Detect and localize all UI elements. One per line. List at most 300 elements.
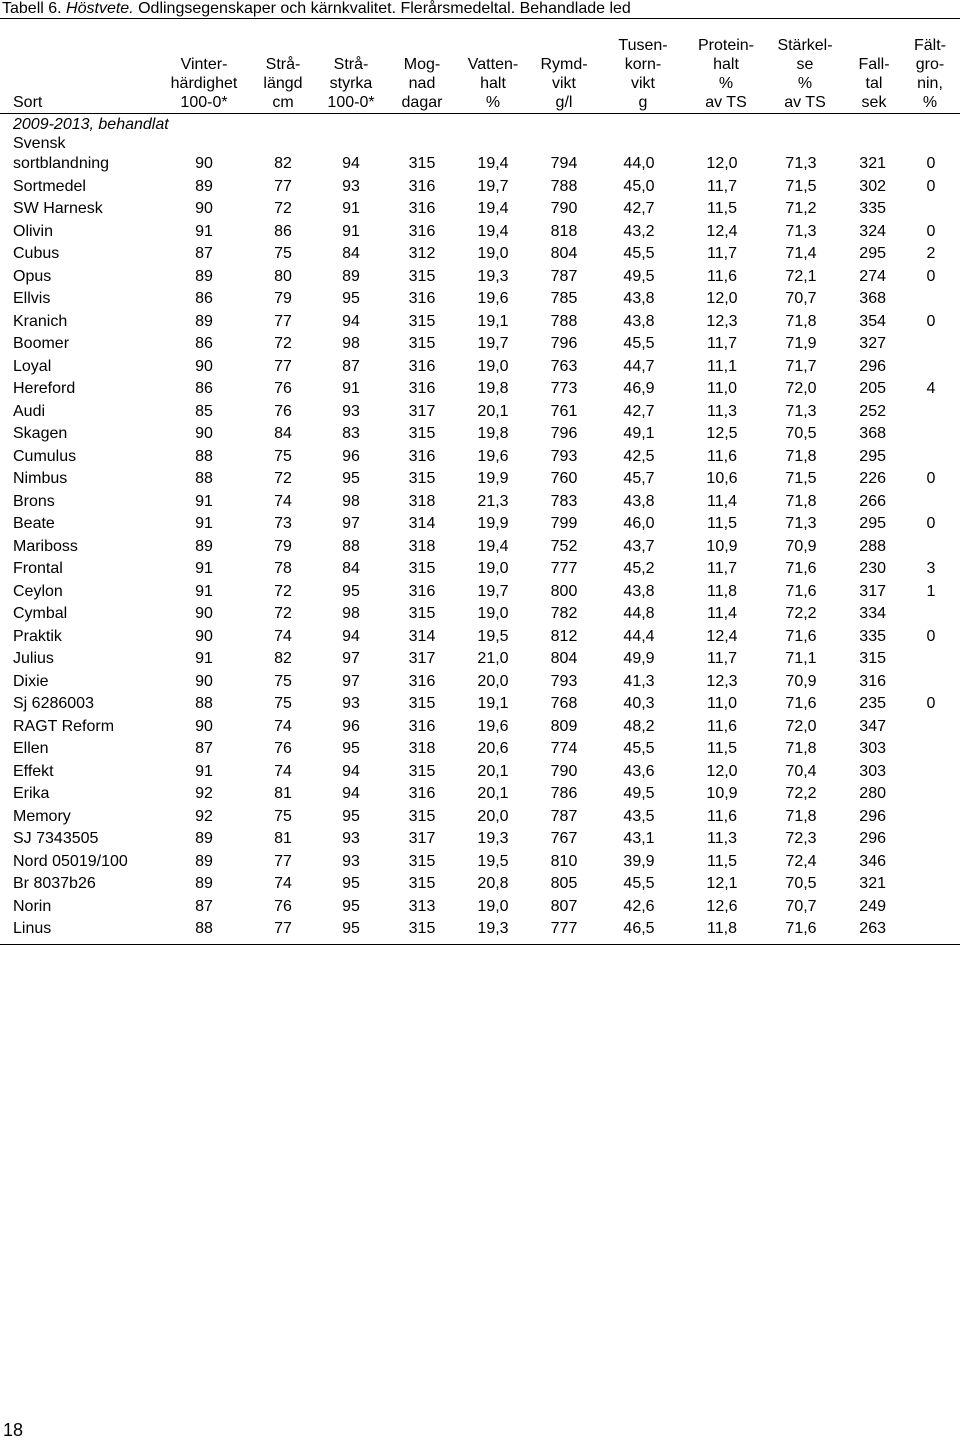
sort-name (13, 671, 49, 694)
sort-name-line: Audi (13, 402, 46, 420)
header-line: % (718, 75, 734, 92)
cell-value: 77 (274, 357, 292, 375)
header-faltgronin (870, 36, 960, 112)
cell-value: 96 (342, 717, 360, 735)
cell-value: 76 (274, 740, 292, 757)
header-line: Sort (13, 94, 43, 111)
cell-value: 288 (859, 537, 886, 555)
table-row (0, 243, 960, 266)
cell-value: 93 (342, 852, 360, 870)
cell-value: 266 (859, 492, 886, 510)
cell-value: 11,7 (707, 650, 737, 667)
cell-value: 230 (859, 560, 886, 577)
header-line: Tusen- (618, 37, 668, 54)
cell-value: 205 (859, 380, 886, 397)
cell-value: 43,2 (623, 222, 655, 240)
cell-value: 91 (195, 222, 213, 240)
cell-value: 19,8 (477, 380, 509, 397)
header-line: halt (713, 56, 739, 73)
cell-value: 94 (342, 762, 360, 780)
cell-value: 43,8 (623, 312, 655, 330)
cell-value: 303 (859, 740, 886, 757)
cell-value: 89 (195, 537, 213, 555)
sort-name-line: Ellvis (13, 290, 51, 307)
cell-value: 249 (859, 897, 886, 915)
cell-value: 11,0 (707, 380, 737, 397)
cell-value: 296 (859, 830, 886, 847)
cell-value: 43,1 (623, 830, 655, 847)
cell-value: 805 (550, 875, 578, 892)
sort-name-line: Praktik (13, 627, 62, 645)
cell-value: 71,3 (785, 155, 817, 172)
header-line: nin, (917, 75, 943, 92)
cell-value: 347 (859, 717, 886, 735)
cell-value: 19,6 (477, 447, 509, 465)
cell-value: 19,7 (477, 582, 509, 600)
header-line: Strå- (333, 56, 369, 73)
table-row (0, 581, 960, 604)
cell-value: 226 (859, 470, 886, 487)
cell-value: 90 (195, 672, 213, 690)
header-line: Mog- (403, 56, 441, 73)
cell-value: 790 (550, 200, 578, 217)
cell-value: 318 (408, 740, 436, 757)
cell-value: 75 (274, 672, 292, 690)
cell-value: 773 (550, 380, 578, 397)
cell-value: 90 (195, 627, 213, 645)
cell-value: 71,8 (785, 447, 817, 465)
cell-value: 71,8 (785, 492, 817, 510)
page-number: 18 (3, 1420, 24, 1440)
cell-value: 91 (195, 515, 213, 532)
cell-value: 43,7 (623, 537, 655, 555)
cell-value: 42,7 (623, 200, 655, 217)
cell-value: 46,5 (623, 920, 655, 937)
cell-value: 11,6 (707, 807, 737, 825)
sort-name (13, 243, 59, 266)
cell-value: 0 (926, 312, 936, 330)
cell-value: 71,3 (785, 222, 817, 240)
cell-value: 45,2 (623, 560, 655, 577)
caption-rest: Odlingsegenskaper och kärnkvalitet. Flerårsmedeltal. Behandlade led (138, 0, 631, 17)
cell-value: 11,7 (707, 560, 737, 577)
cell-value: 317 (408, 830, 436, 847)
cell-value: 94 (342, 785, 360, 802)
sort-name-line: Dixie (13, 672, 49, 690)
sort-name-line: Brons (13, 492, 55, 510)
cell-value: 19,0 (477, 245, 509, 262)
sort-name-line: Sortmedel (13, 177, 86, 195)
header-line: styrka (329, 75, 373, 92)
cell-value: 19,4 (477, 537, 509, 555)
sort-name (13, 423, 67, 446)
header-line: av TS (784, 94, 826, 111)
sort-name-line: Ellen (13, 740, 49, 757)
cell-value: 88 (342, 537, 360, 555)
cell-value: 316 (408, 672, 436, 690)
cell-value: 74 (274, 717, 292, 735)
cell-value: 88 (195, 920, 213, 937)
header-line: halt (480, 75, 506, 92)
cell-value: 71,8 (785, 807, 817, 825)
cell-value: 316 (408, 200, 436, 217)
cell-value: 0 (926, 155, 936, 172)
cell-value: 235 (859, 695, 886, 712)
header-line: härdighet (170, 75, 238, 92)
header-line: av TS (705, 94, 747, 111)
cell-value: 98 (342, 605, 360, 622)
cell-value: 70,5 (785, 425, 817, 442)
header-rule (0, 113, 960, 114)
cell-value: 87 (195, 245, 213, 262)
cell-value: 91 (342, 222, 360, 240)
sort-name (13, 356, 51, 379)
cell-value: 296 (859, 357, 886, 375)
header-line: % (922, 94, 938, 111)
cell-value: 760 (550, 470, 578, 487)
cell-value: 4 (926, 380, 936, 397)
cell-value: 71,6 (785, 920, 817, 937)
table-row (0, 491, 960, 514)
header-line: vikt (552, 75, 576, 92)
sort-name (13, 401, 45, 424)
table-row (0, 693, 960, 716)
cell-value: 263 (859, 920, 886, 937)
sort-name (13, 581, 63, 604)
cell-value: 0 (926, 177, 936, 195)
cell-value: 788 (550, 312, 578, 330)
sort-name-line: Br 8037b26 (13, 875, 96, 892)
cell-value: 19,1 (477, 695, 509, 712)
cell-value: 316 (408, 380, 436, 397)
cell-value: 72 (274, 200, 292, 217)
sort-name (13, 873, 96, 896)
cell-value: 354 (859, 312, 886, 330)
cell-value: 335 (859, 627, 886, 645)
cell-value: 44,4 (623, 627, 655, 645)
cell-value: 72 (274, 335, 292, 352)
cell-value: 89 (195, 830, 213, 847)
header-line: dagar (401, 94, 443, 111)
cell-value: 71,1 (785, 650, 817, 667)
cell-value: 91 (342, 380, 360, 397)
cell-value: 70,9 (785, 537, 817, 555)
cell-value: 19,1 (477, 312, 509, 330)
cell-value: 19,5 (477, 627, 509, 645)
cell-value: 86 (274, 222, 292, 240)
table-row (0, 851, 960, 874)
sort-name-line: sortblandning (13, 155, 110, 172)
cell-value: 49,9 (623, 650, 655, 667)
sort-name (13, 221, 53, 244)
cell-value: 86 (195, 290, 213, 307)
table-row (0, 558, 960, 581)
cell-value: 796 (550, 425, 578, 442)
cell-value: 76 (274, 380, 292, 397)
cell-value: 11,3 (707, 402, 737, 420)
cell-value: 777 (550, 920, 578, 937)
cell-value: 787 (550, 807, 578, 825)
cell-value: 804 (550, 650, 578, 667)
table-row (0, 513, 960, 536)
cell-value: 95 (342, 740, 360, 757)
cell-value: 90 (195, 717, 213, 735)
cell-value: 785 (550, 290, 578, 307)
cell-value: 74 (274, 762, 292, 780)
cell-value: 80 (274, 267, 292, 285)
cell-value: 89 (195, 875, 213, 892)
cell-value: 72,2 (785, 605, 817, 622)
sort-name-line: Cymbal (13, 605, 68, 622)
cell-value: 11,6 (707, 447, 737, 465)
sort-name-line: SJ 7343505 (13, 830, 99, 847)
cell-value: 86 (195, 335, 213, 352)
table-row (0, 783, 960, 806)
cell-value: 88 (195, 447, 213, 465)
cell-value: 90 (195, 357, 213, 375)
cell-value: 818 (550, 222, 578, 240)
sort-name-line: Svensk (13, 135, 66, 152)
sort-name-line: Nord 05019/100 (13, 852, 128, 870)
sort-name-line: Boomer (13, 335, 70, 352)
cell-value: 95 (342, 807, 360, 825)
cell-value: 783 (550, 492, 578, 510)
cell-value: 90 (195, 605, 213, 622)
header-line: gro- (915, 56, 945, 73)
cell-value: 81 (274, 785, 292, 802)
cell-value: 346 (859, 852, 886, 870)
sort-name (13, 918, 51, 941)
cell-value: 12,4 (706, 627, 738, 645)
header-line: 100-0* (180, 94, 228, 111)
cell-value: 91 (195, 582, 213, 600)
cell-value: 21,0 (477, 650, 509, 667)
cell-value: 44,8 (623, 605, 655, 622)
caption-prefix: Tabell 6. (2, 0, 62, 17)
cell-value: 19,0 (477, 560, 509, 577)
cell-value: 46,9 (623, 380, 655, 397)
cell-value: 71,5 (785, 470, 817, 487)
cell-value: 70,7 (785, 290, 817, 307)
cell-value: 794 (550, 155, 578, 172)
header-line: g/l (555, 94, 573, 111)
caption-crop: Höstvete. (66, 0, 134, 17)
cell-value: 11,7 (707, 245, 737, 262)
cell-value: 315 (408, 695, 436, 712)
cell-value: 73 (274, 515, 292, 532)
cell-value: 71,6 (785, 627, 817, 645)
header-line: sek (861, 94, 887, 111)
cell-value: 81 (274, 830, 292, 847)
sort-name (13, 783, 49, 806)
cell-value: 19,3 (477, 267, 509, 285)
cell-value: 87 (342, 357, 360, 375)
table-row (0, 536, 960, 559)
cell-value: 0 (926, 222, 936, 240)
cell-value: 787 (550, 267, 578, 285)
cell-value: 368 (859, 290, 886, 307)
cell-value: 318 (408, 537, 436, 555)
cell-value: 20,0 (477, 807, 509, 825)
sort-name-line: Beate (13, 515, 55, 532)
cell-value: 782 (550, 605, 578, 622)
sort-name (13, 806, 71, 829)
bottom-rule (0, 944, 960, 945)
cell-value: 71,6 (785, 560, 817, 577)
cell-value: 93 (342, 177, 360, 195)
cell-value: 12,3 (706, 312, 738, 330)
cell-value: 313 (408, 897, 436, 915)
cell-value: 315 (408, 560, 436, 577)
sort-name-line: Nimbus (13, 470, 68, 487)
cell-value: 812 (550, 627, 578, 645)
cell-value: 752 (550, 537, 578, 555)
cell-value: 315 (408, 920, 436, 937)
header-sort (13, 93, 42, 112)
cell-value: 316 (408, 222, 436, 240)
cell-value: 19,7 (477, 177, 509, 195)
cell-value: 12,3 (706, 672, 738, 690)
cell-value: 19,3 (477, 830, 509, 847)
sort-name-line: Hereford (13, 380, 76, 397)
cell-value: 11,4 (707, 605, 737, 622)
cell-value: 302 (859, 177, 886, 195)
cell-value: 315 (408, 155, 436, 172)
header-line: vikt (631, 75, 655, 92)
cell-value: 79 (274, 290, 292, 307)
sort-name-line: Cumulus (13, 447, 77, 465)
cell-value: 76 (274, 402, 292, 420)
sort-name (13, 198, 103, 221)
sort-name-line: Sj 6286003 (13, 695, 94, 712)
cell-value: 317 (408, 650, 436, 667)
top-rule (0, 18, 960, 19)
cell-value: 77 (274, 177, 292, 195)
header-line: korn- (624, 56, 662, 73)
cell-value: 316 (408, 785, 436, 802)
cell-value: 94 (342, 627, 360, 645)
cell-value: 48,2 (623, 717, 655, 735)
cell-value: 82 (274, 155, 292, 172)
cell-value: 83 (342, 425, 360, 442)
cell-value: 796 (550, 335, 578, 352)
sort-name (13, 896, 51, 919)
cell-value: 767 (550, 830, 578, 847)
cell-value: 790 (550, 762, 578, 780)
cell-value: 71,8 (785, 312, 817, 330)
cell-value: 12,0 (706, 762, 738, 780)
table-row (0, 468, 960, 491)
cell-value: 810 (550, 852, 578, 870)
cell-value: 11,8 (707, 582, 737, 600)
cell-value: 95 (342, 897, 360, 915)
cell-value: 11,1 (707, 357, 737, 375)
cell-value: 317 (859, 582, 886, 600)
table-row (0, 378, 960, 401)
cell-value: 316 (859, 672, 886, 690)
cell-value: 82 (274, 650, 292, 667)
cell-value: 315 (408, 875, 436, 892)
header-line: Vatten- (467, 56, 519, 73)
cell-value: 75 (274, 695, 292, 712)
cell-value: 75 (274, 807, 292, 825)
sort-name (13, 446, 76, 469)
cell-value: 316 (408, 717, 436, 735)
cell-value: 89 (195, 852, 213, 870)
cell-value: 315 (408, 335, 436, 352)
cell-value: 10,9 (706, 537, 738, 555)
table-row (0, 266, 960, 289)
cell-value: 19,3 (477, 920, 509, 937)
cell-value: 315 (408, 267, 436, 285)
cell-value: 72,4 (785, 852, 817, 870)
cell-value: 42,7 (623, 402, 655, 420)
cell-value: 11,0 (707, 695, 737, 712)
table-row (0, 626, 960, 649)
sort-name (13, 626, 62, 649)
cell-value: 92 (195, 807, 213, 825)
table-row (0, 761, 960, 784)
sort-name (13, 513, 55, 536)
sort-name-line: RAGT Reform (13, 717, 115, 735)
table-row (0, 918, 960, 941)
cell-value: 316 (408, 582, 436, 600)
cell-value: 763 (550, 357, 578, 375)
cell-value: 335 (859, 200, 886, 217)
cell-value: 87 (195, 740, 213, 757)
table-row (0, 603, 960, 626)
cell-value: 70,7 (785, 897, 817, 915)
cell-value: 315 (408, 852, 436, 870)
cell-value: 316 (408, 290, 436, 307)
sort-name (13, 468, 67, 491)
cell-value: 12,0 (706, 155, 738, 172)
cell-value: 10,6 (706, 470, 738, 487)
sort-name-line: Memory (13, 807, 71, 825)
cell-value: 86 (195, 380, 213, 397)
cell-value: 84 (342, 245, 360, 262)
table-row (0, 671, 960, 694)
sort-name-line: Cubus (13, 245, 60, 262)
cell-value: 91 (195, 560, 213, 577)
cell-value: 77 (274, 312, 292, 330)
cell-value: 11,6 (707, 267, 737, 285)
cell-value: 44,7 (623, 357, 655, 375)
sort-name (13, 851, 128, 874)
cell-value: 786 (550, 785, 578, 802)
cell-value: 19,0 (477, 897, 509, 915)
header-line: Fall- (858, 56, 890, 73)
cell-value: 95 (342, 290, 360, 307)
cell-value: 72 (274, 470, 292, 487)
cell-value: 19,5 (477, 852, 509, 870)
cell-value: 98 (342, 335, 360, 352)
cell-value: 296 (859, 807, 886, 825)
cell-value: 49,5 (623, 267, 655, 285)
cell-value: 45,5 (623, 245, 655, 262)
sort-name-line: Ceylon (13, 582, 63, 600)
cell-value: 295 (859, 515, 886, 532)
cell-value: 793 (550, 447, 578, 465)
cell-value: 97 (342, 672, 360, 690)
cell-value: 93 (342, 695, 360, 712)
sort-name-line: Linus (13, 920, 52, 937)
table-row (0, 828, 960, 851)
cell-value: 43,8 (623, 290, 655, 307)
cell-value: 71,9 (785, 335, 817, 352)
cell-value: 94 (342, 312, 360, 330)
cell-value: 72 (274, 582, 292, 600)
